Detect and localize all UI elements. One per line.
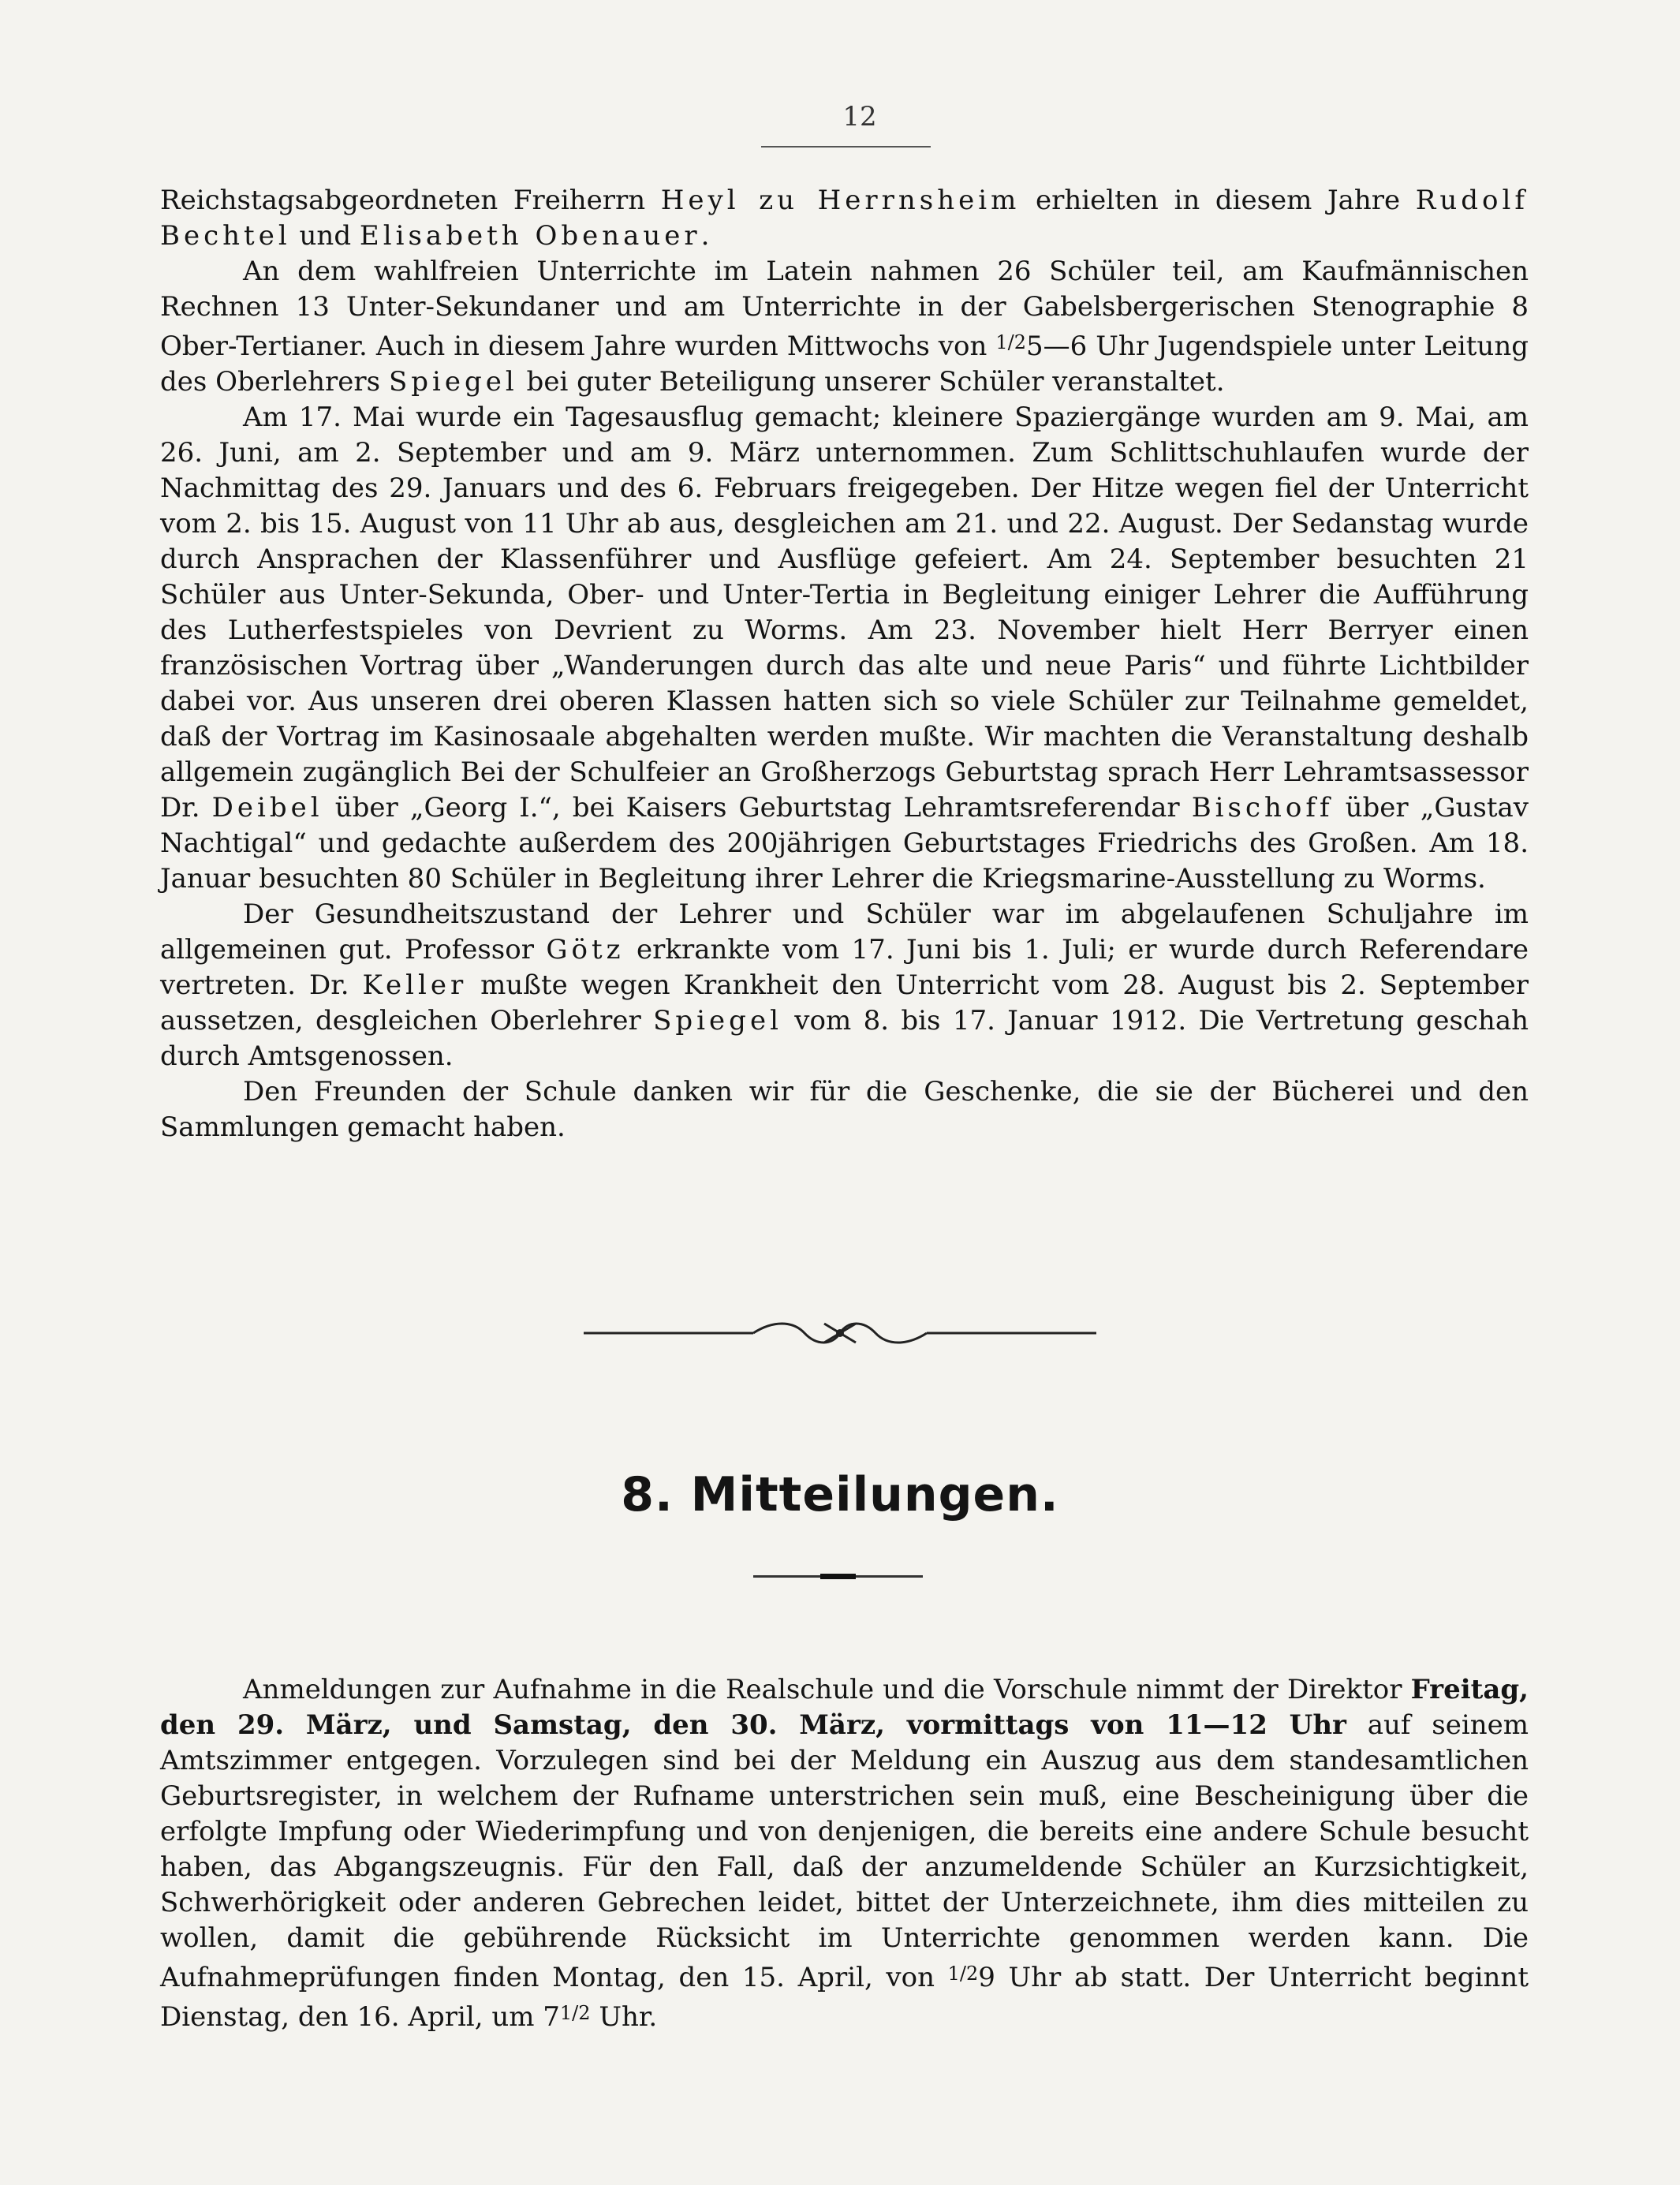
text-run: Am 17. Mai wurde ein Tagesausflug gemacht; kleinere Spaziergänge wurden am 9. Mai, am 26. Juni, am 2. September und am 9. März unternommen. Zum Schlittschuhlaufen wurde der Nachmittag des 29. Januars und des 6. Februars freigegeben. Der Hitze wegen fiel der Unterricht vom 2. bis 15. August von 11 Uhr ab aus, desgleichen am 21. und 22. August. Der Sedanstag wurde durch Ansprachen der Klassenführer und Ausflüge gefeiert. Am 24. September besuchten 21 Schüler aus Unter-Sekunda, Ober- und Unter-Tertia in Begleitung einiger Lehrer die Aufführung des Lutherfestspieles von Devrient zu Worms. Am 23. November hielt Herr Berryer einen französischen Vortrag über „Wanderungen durch das alte und neue Paris“ und führte Lichtbilder dabei vor. Aus unseren drei oberen Klassen hatten sich so viele Schüler zur Teilnahme gemeldet, daß der Vortrag im Kasinosaale abgehalten werden mußte. Wir machten die Veranstaltung deshalb allgemein zugänglich Bei der Schulfeier an Großherzogs Geburtstag sprach Herr Lehramtsassessor Dr. bbox=[160, 402, 1529, 824]
section-heading: 8. Mitteilungen. bbox=[621, 1467, 1059, 1522]
text-run: auf seinem Amtszimmer entgegen. Vorzulegen sind bei der Meldung ein Auszug aus dem standesamtlichen Geburtsregister, in welchem der Rufname unterstrichen sein muß, eine Bescheinigung über die erfolgte Impfung oder Wiederimpfung und von denjenigen, die bereits eine andere Schule besucht haben, das Abgangszeugnis. Für den Fall, daß der anzumeldende Schüler an Kurzsichtigkeit, Schwerhörigkeit oder anderen Gebrechen leidet, bittet der Unterzeichnete, ihm dies mitteilen zu wollen, damit die gebührende Rücksicht im Unterrichte genommen werden kann. Die Aufnahmeprüfungen finden Montag, den 15. April, von bbox=[160, 1709, 1529, 1993]
text-spaced: Keller bbox=[362, 969, 468, 1001]
text-run: . bbox=[700, 220, 710, 252]
text-frac: 1/2 bbox=[947, 1963, 979, 1985]
paragraph bbox=[160, 400, 1529, 897]
text-run: erkrankte vom 17. Juni bis 1. Juli; er wurde durch Referendare vertreten. Dr. bbox=[160, 934, 1529, 1001]
paragraph bbox=[160, 897, 1529, 1074]
paragraph bbox=[160, 1074, 1529, 1145]
text-run: Anmeldungen zur Aufnahme in die Realschule und die Vorschule nimmt der Direktor bbox=[243, 1674, 1411, 1705]
text-frac: 1/2 bbox=[995, 331, 1026, 353]
page-number: 12 bbox=[842, 101, 877, 133]
text-spaced: Spiegel bbox=[653, 1005, 782, 1036]
text-spaced: Rudolf Bechtel bbox=[160, 185, 1529, 252]
ornament-divider bbox=[584, 1316, 1096, 1350]
page-number-rule bbox=[761, 146, 931, 148]
text-spaced: Heyl zu Herrnsheim bbox=[660, 185, 1021, 216]
text-frac: 1/2 bbox=[559, 2002, 591, 2024]
body-text bbox=[160, 183, 1529, 1145]
text-spaced: Elisabeth Obenauer bbox=[359, 220, 701, 252]
text-run: erhielten in diesem Jahre bbox=[1020, 185, 1416, 216]
text-run: 5—6 Uhr Jugendspiele unter Leitung des Oberlehrers bbox=[160, 331, 1529, 398]
text-run: 9 Uhr ab statt. Der Unterricht beginnt Dienstag, den 16. April, um 7 bbox=[160, 1962, 1529, 2033]
text-run: Uhr. bbox=[590, 2001, 658, 2033]
text-run: und bbox=[290, 220, 360, 252]
text-bold: Freitag, den 29. März, und Samstag, den 30. März, vormittags von 11—12 Uhr bbox=[160, 1674, 1529, 1741]
text-run: Den Freunden der Schule danken wir für die Geschenke, die sie der Bücherei und den Sammlungen gemacht haben. bbox=[160, 1076, 1529, 1143]
paragraph bbox=[160, 183, 1529, 254]
text-run: mußte wegen Krankheit den Unterricht vom 28. August bis 2. September aussetzen, desgleichen Oberlehrer bbox=[160, 969, 1529, 1036]
section-text bbox=[160, 1672, 1529, 2035]
text-run: An dem wahlfreien Unterrichte im Latein nahmen 26 Schüler teil, am Kaufmännischen Rechnen 13 Unter-Sekundaner und am Unterrichte in der Gabelsbergerischen Stenographie 8 Ober-Tertianer. Auch in diesem Jahre wurden Mittwochs von bbox=[160, 256, 1529, 362]
text-run: vom 8. bis 17. Januar 1912. Die Vertretung geschah durch Amtsgenossen. bbox=[160, 1005, 1529, 1072]
text-run: bei guter Beteiligung unserer Schüler veranstaltet. bbox=[517, 366, 1225, 398]
text-spaced: Bischoff bbox=[1191, 792, 1334, 824]
text-spaced: Götz bbox=[546, 934, 625, 966]
paragraph bbox=[160, 254, 1529, 400]
paragraph bbox=[160, 1672, 1529, 2035]
heading-rule-mark bbox=[820, 1574, 856, 1579]
text-spaced: Deibel bbox=[211, 792, 323, 824]
text-run: Reichstagsabgeordneten Freiherrn bbox=[160, 185, 661, 216]
text-run: über „Gustav Nachtigal“ und gedachte außerdem des 200jährigen Geburtstages Friedrichs des Großen. Am 18. Januar besuchten 80 Schüler in Begleitung ihrer Lehrer die Kriegsmarine-Ausstellung zu Worms. bbox=[160, 792, 1529, 895]
text-run: Der Gesundheitszustand der Lehrer und Schüler war im abgelaufenen Schuljahre im allgemeinen gut. Professor bbox=[160, 898, 1529, 966]
text-run: über „Georg I.“, bei Kaisers Geburtstag Lehramtsreferendar bbox=[323, 792, 1192, 824]
text-spaced: Spiegel bbox=[388, 366, 518, 398]
